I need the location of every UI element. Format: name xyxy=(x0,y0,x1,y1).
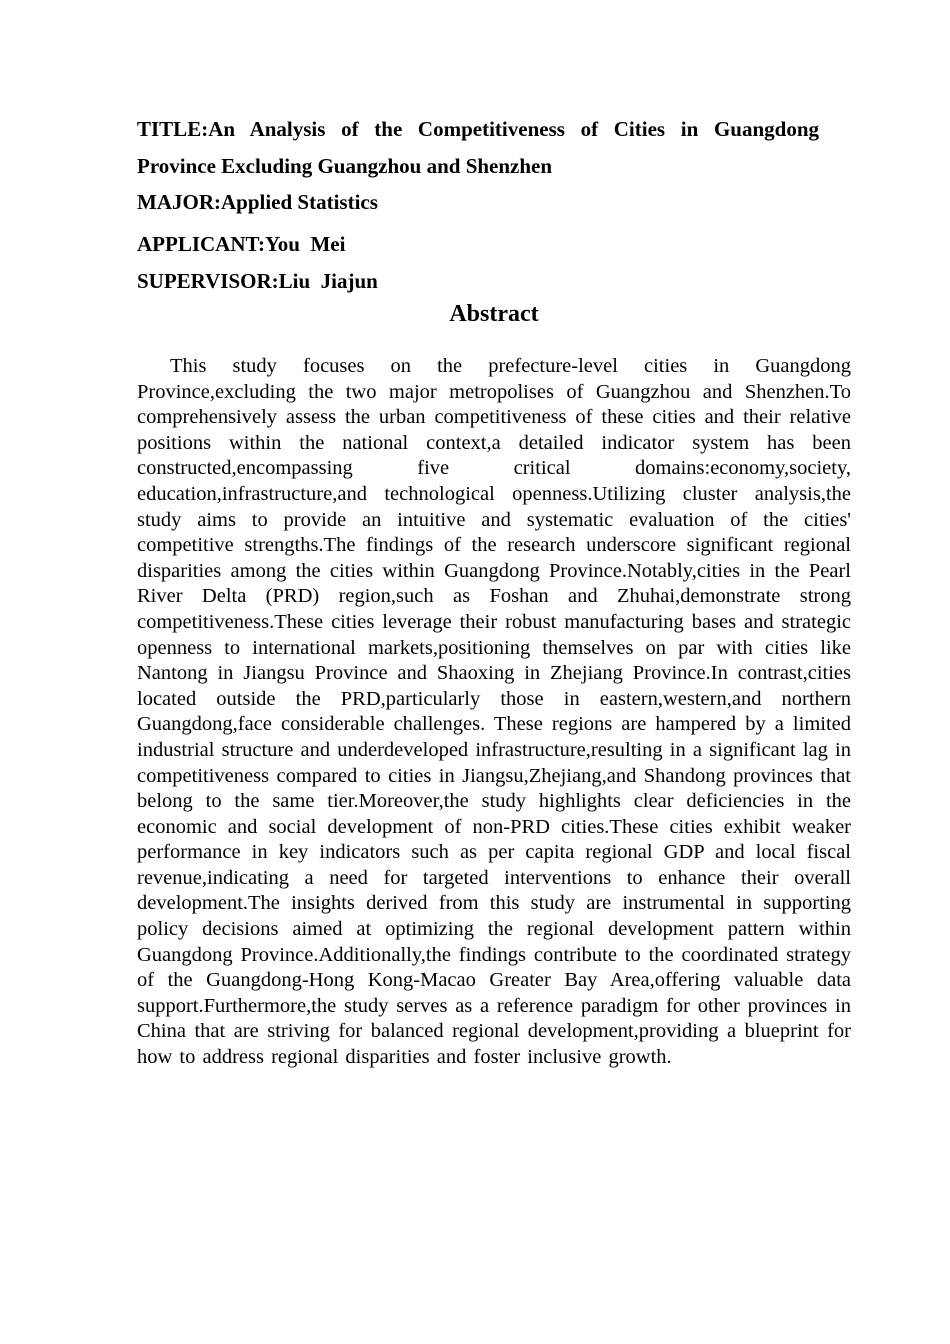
major-line xyxy=(137,184,378,221)
title-text-line-1: An Analysis of the Competitiveness of Cities in Guangdong xyxy=(208,117,819,141)
applicant-label: APPLICANT: xyxy=(137,232,265,256)
applicant-value: You Mei xyxy=(264,232,346,256)
title-block xyxy=(137,111,819,185)
supervisor-value: Liu Jiajun xyxy=(278,269,378,293)
applicant-line xyxy=(137,226,345,263)
title-line-1 xyxy=(137,111,819,148)
title-label: TITLE: xyxy=(137,117,209,141)
major-label: MAJOR: xyxy=(137,190,221,214)
supervisor-line xyxy=(137,263,378,300)
abstract-heading: Abstract xyxy=(449,301,539,327)
major-value: Applied Statistics xyxy=(220,190,378,214)
title-text-line-2: Province Excluding Guangzhou and Shenzhen xyxy=(137,154,553,178)
supervisor-label: SUPERVISOR: xyxy=(137,269,279,293)
abstract-body: This study focuses on the prefecture-level cities in Guangdong Province,excluding the two major metropolises of Guangzhou and Shenzhen.To comprehensively assess the urban competitiveness of these cities and their relative positions within the national context,a detailed indicator system has been constructed,encompassing five critical domains:economy,society, education,infrastructure,and technological openness.Utilizing cluster analysis,the study aims to provide an intuitive and systematic evaluation of the cities' competitive strengths.The findings of the research underscore significant regional disparities among the cities within Guangdong Province.Notably,cities in the Pearl River Delta (PRD) region,such as Foshan and Zhuhai,demonstrate strong competitiveness.These cities leverage their robust manufacturing bases and strategic openness to international markets,positioning themselves on par with cities like Nantong in Jiangsu Province and Shaoxing in Zhejiang Province.In contrast,cities located outside the PRD,particularly those in eastern,western,and northern Guangdong,face considerable challenges. These regions are hampered by a limited industrial structure and underdeveloped infrastructure,resulting in a significant lag in competitiveness compared to cities in Jiangsu,Zhejiang,and Shandong provinces that belong to the same tier.Moreover,the study highlights clear deficiencies in the economic and social development of non-PRD cities.These cities exhibit weaker performance in key indicators such as per capita regional GDP and local fiscal revenue,indicating a need for targeted interventions to enhance their overall development.The insights derived from this study are instrumental in supporting policy decisions aimed at optimizing the regional development pattern within Guangdong Province.Additionally,the findings contribute to the coordinated strategy of the Guangdong-Hong Kong-Macao Greater Bay Area,offering valuable data support.Furthermore,the study serves as a reference paradigm for other provinces in China that are striving for balanced regional development,providing a blueprint for how to address regional disparities and foster inclusive growth. xyxy=(137,355,851,1069)
